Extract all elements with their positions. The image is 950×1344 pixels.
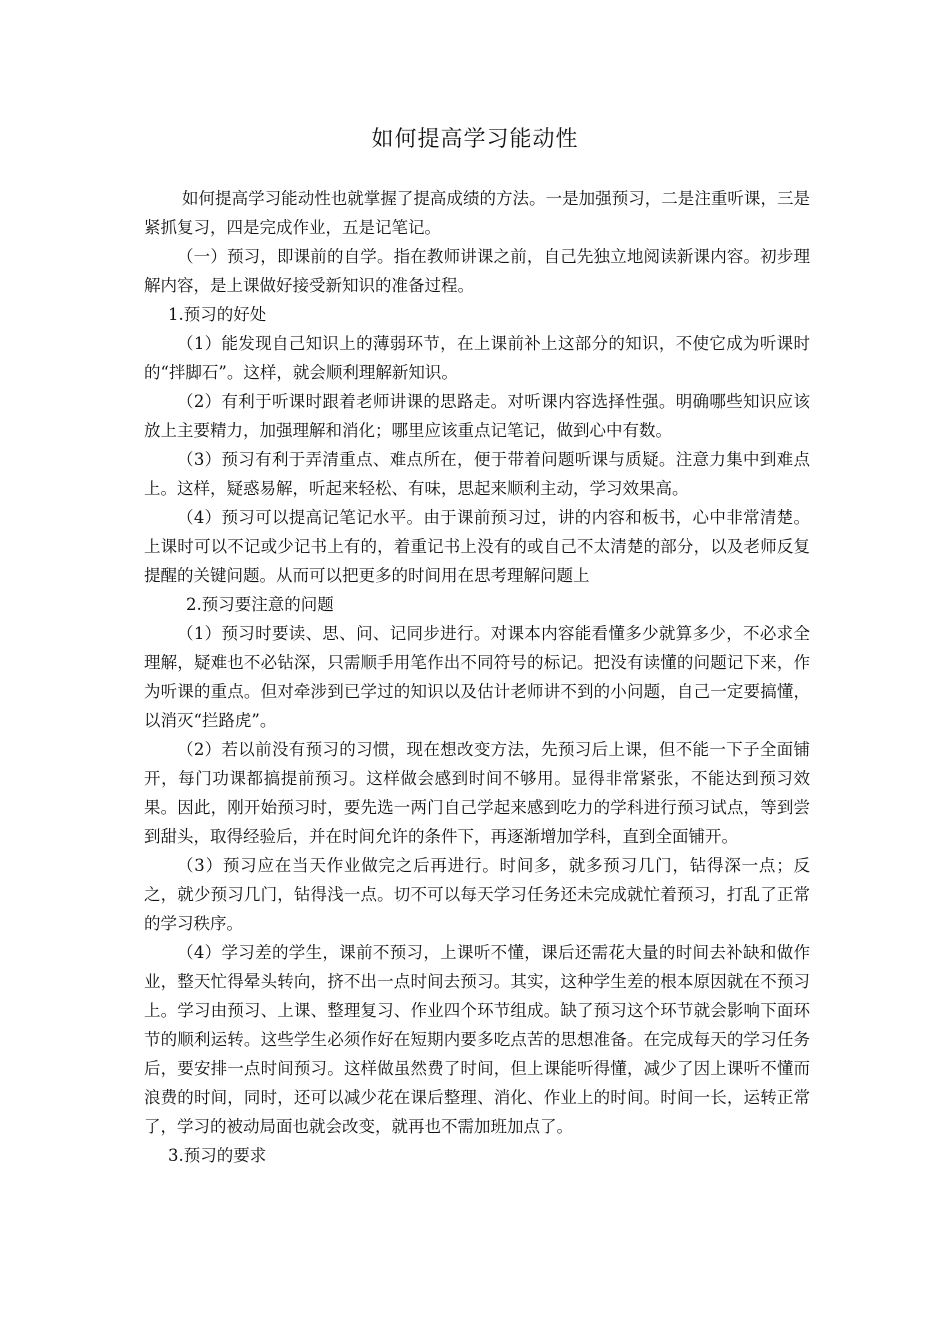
document-title: 如何提高学习能动性 [371,127,579,152]
issue-item-4: （4）学习差的学生，课前不预习，上课听不懂，课后还需花大量的时间去补缺和做作业，整天忙得晕头转向，挤不出一点时间去预习。其实，这种学生差的根本原因就在不预习上。学习由预习、上课、整理复习、作业四个环节组成。缺了预习这个环节就会影响下面环节的顺利运转。这些学生必须作好在短期内要多吃点苦的思想准备。在完成每天的学习任务后，要安排一点时间预习。这样做虽然费了时间，但上课能听得懂，减少了因上课听不懂而浪费的时间，同时，还可以减少花在课后整理、消化、作业上的时间。时间一长，运转正常了，学习的被动局面也就会改变，就再也不需加班加点了。 [144,943,810,1136]
section-preview-paragraph: （一）预习，即课前的自学。指在教师讲课之前，自己先独立地阅读新课内容。初步理解内容，是上课做好接受新知识的准备过程。 [144,247,810,295]
issue-item-3: （3）预习应在当天作业做完之后再进行。时间多，就多预习几门，钻得深一点；反之，就少预习几门，钻得浅一点。切不可以每天学习任务还未完成就忙着预习，打乱了正常的学习秩序。 [144,856,810,933]
subheading-issues: 2.预习要注意的问题 [186,595,334,614]
benefit-item-1: （1）能发现自己知识上的薄弱环节，在上课前补上这部分的知识，不使它成为听课时的“拌脚石”。这样，就会顺利理解新知识。 [144,334,810,382]
issue-item-2: （2）若以前没有预习的习惯，现在想改变方法，先预习后上课，但不能一下子全面铺开，每门功课都搞提前预习。这样做会感到时间不够用。显得非常紧张，不能达到预习效果。因此，刚开始预习时，要先选一两门自己学起来感到吃力的学科进行预习试点，等到尝到甜头，取得经验后，并在时间允许的条件下，再逐渐增加学科，直到全面铺开。 [144,740,810,846]
benefit-item-4: （4）预习可以提高记笔记水平。由于课前预习过，讲的内容和板书，心中非常清楚。上课时可以不记或少记书上有的，着重记书上没有的或自己不太清楚的部分，以及老师反复提醒的关键问题。从而可以把更多的时间用在思考理解问题上 [144,508,810,585]
benefit-item-2: （2）有利于听课时跟着老师讲课的思路走。对听课内容选择性强。明确哪些知识应该放上主要精力，加强理解和消化；哪里应该重点记笔记，做到心中有数。 [144,392,810,440]
subheading-requirements: 3.预习的要求 [168,1146,267,1165]
issue-item-1: （1）预习时要读、思、问、记同步进行。对课本内容能看懂多少就算多少，不必求全理解，疑难也不必钻深，只需顺手用笔作出不同符号的标记。把没有读懂的问题记下来，作为听课的重点。但对牵涉到已学过的知识以及估计老师讲不到的小问题，自己一定要搞懂，以消灭“拦路虎”。 [144,624,810,730]
benefit-item-3: （3）预习有利于弄清重点、难点所在，便于带着问题听课与质疑。注意力集中到难点上。这样，疑惑易解，听起来轻松、有味，思起来顺利主动，学习效果高。 [144,450,810,498]
subheading-benefits: 1.预习的好处 [168,305,267,324]
intro-paragraph: 如何提高学习能动性也就掌握了提高成绩的方法。一是加强预习，二是注重听课，三是紧抓复习，四是完成作业，五是记笔记。 [144,189,810,237]
document-body [144,184,810,1170]
